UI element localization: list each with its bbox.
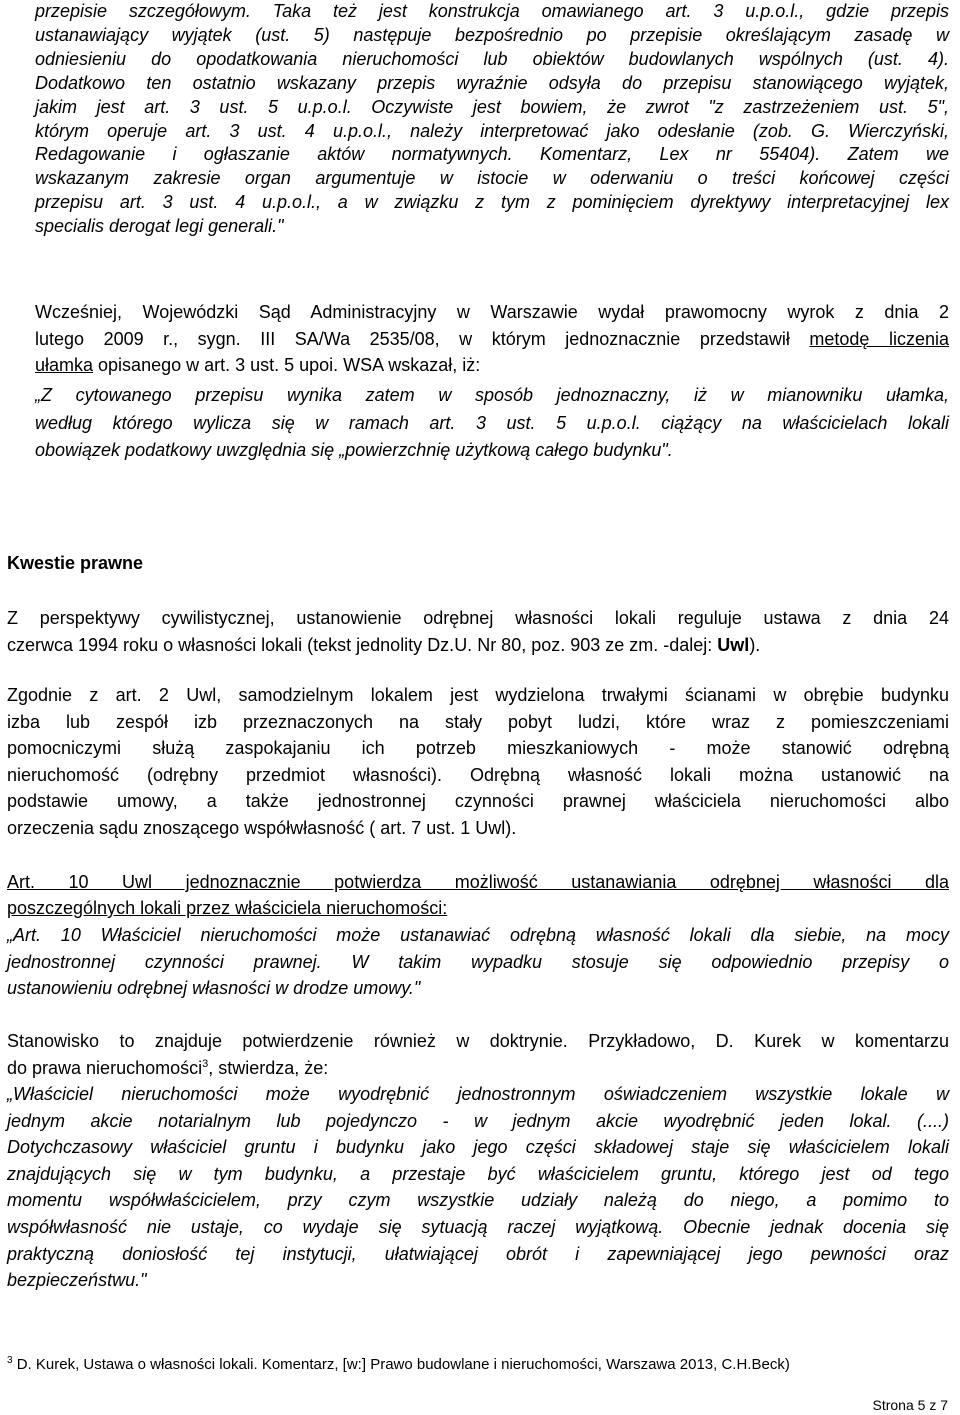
- text-line: specialis derogat legi generali.": [35, 216, 284, 237]
- doctrine-quote: [7, 1081, 949, 1294]
- text-line: którym operuje art. 3 ust. 4 u.p.o.l., należy interpretować jako odesłanie (zob. G. Wierczyński,: [35, 120, 949, 141]
- underlined-phrase: metodę liczenia: [809, 328, 949, 349]
- text-line: do prawa nieruchomości$^3$, stwierdza, że:: [7, 1057, 329, 1078]
- text-line: obowiązek podatkowy uwzględnia się „powierzchnię użytkową całego budynku".: [35, 440, 673, 460]
- paragraph-ustawa: [7, 605, 949, 658]
- wsa-quote: [35, 382, 949, 465]
- text-line: Zgodnie z art. 2 Uwl, samodzielnym lokalem jest wydzielona trwałymi ścianami w obrębie budynku: [7, 685, 949, 705]
- text-line: Art. 10 Uwl jednoznacznie potwierdza możliwość ustanawiania odrębnej własności dla: [7, 872, 949, 892]
- text-line: „Z cytowanego przepisu wynika zatem w sposób jednoznaczny, iż w mianowniku ułamka,: [35, 385, 949, 405]
- text-line: poszczególnych lokali przez właściciela nieruchomości:: [7, 898, 448, 918]
- text-line: podstawie umowy, a także jednostronnej czynności prawnej właściciela nieruchomości albo: [7, 791, 949, 812]
- abbreviation: Uwl: [717, 634, 750, 655]
- text-line: lutego 2009 r., sygn. III SA/Wa 2535/08, w którym jednoznacznie przedstawił metodę liczenia: [35, 328, 949, 349]
- text-line: przepisie szczegółowym. Taka też jest konstrukcja omawianego art. 3 u.p.o.l., gdzie przepis: [35, 1, 949, 21]
- text-line: jednostronnej czynności prawnej. W takim wypadku stosuje się odpowiednio przepisy o: [7, 951, 949, 972]
- text-line: Dodatkowo ten ostatnio wskazany przepis wyraźnie odsyła do przepisu stanowiącego wyjątek,: [35, 72, 949, 93]
- text-line: Dotychczasowy właściciel gruntu i budynku jako jego części składowej staje się właścicielem lokali: [7, 1137, 949, 1158]
- wsa-paragraph: [35, 299, 949, 379]
- text-line: izba lub zespół izb przeznaczonych na stały pobyt ludzi, które wraz z pomieszczeniami: [7, 711, 949, 732]
- text-line: bezpieczeństwu.": [7, 1270, 147, 1291]
- text-line: Stanowisko to znajduje potwierdzenie również w doktrynie. Przykładowo, D. Kurek w komentarzu: [7, 1031, 949, 1051]
- text-line: ułamka opisanego w art. 3 ust. 5 upoi. WSA wskazał, iż:: [35, 355, 481, 376]
- footnote-number: 3: [7, 1355, 13, 1366]
- text-line: ustanawiający wyjątek (ust. 5) następuje bezpośrednio po przepisie określającym zasadę w: [35, 24, 949, 45]
- text-line: jednym akcie notarialnym lub pojedynczo - w jednym akcie wyodrębnić jeden lokal. (....): [7, 1110, 949, 1131]
- paragraph-doctrine: [7, 1028, 949, 1081]
- text-line: wskazanym zakresie organ argumentuje w istocie w oderwaniu o treści końcowej części: [35, 168, 949, 189]
- text-line: nieruchomość (odrębny przedmiot własności). Odrębną własność lokali można ustanowić na: [7, 764, 949, 785]
- paragraph-art2: [7, 682, 949, 842]
- section-heading: Kwestie prawne: [7, 553, 144, 573]
- text-line: Wcześniej, Wojewódzki Sąd Administracyjny w Warszawie wydał prawomocny wyrok z dnia 2: [35, 302, 949, 322]
- underlined-phrase: ułamka: [35, 355, 94, 376]
- text-line: czerwca 1994 roku o własności lokali (tekst jednolity Dz.U. Nr 80, poz. 903 ze zm. -dalej: Uwl).: [7, 634, 761, 655]
- text-line: momentu współwłaścicielem, przy czym wszystkie udziały należą do niego, a pomimo to: [7, 1190, 949, 1211]
- text-line: praktyczną doniosłość tej instytucji, ułatwiającej obrót i zapewniającej jego pewności oraz: [7, 1243, 949, 1264]
- text-line: znajdujących się w tym budynku, a przestaje być właścicielem gruntu, którego jest od tego: [7, 1163, 949, 1184]
- text-line: ustanowieniu odrębnej własności w drodze umowy.": [7, 978, 421, 998]
- text-line: „Właściciel nieruchomości może wyodrębnić jednostronnym oświadczeniem wszystkie lokale w: [7, 1084, 949, 1104]
- text-line: przepisu art. 3 ust. 4 u.p.o.l., a w związku z tym z pominięciem dyrektywy interpretacyjnej lex: [35, 192, 949, 213]
- footnote-marker: 3: [202, 1057, 209, 1070]
- paragraph-art10: [7, 869, 949, 921]
- text-line: według którego wylicza się w ramach art. 3 ust. 5 u.p.o.l. ciążący na właścicielach lokali: [35, 412, 949, 433]
- text-line: odniesieniu do opodatkowania nieruchomości lub obiektów budowlanych wspólnych (ust. 4).: [35, 48, 949, 69]
- page-number: Strona 5 z 7: [872, 1397, 948, 1413]
- text-line: orzeczenia sądu znoszącego współwłasność ( art. 7 ust. 1 Uwl).: [7, 817, 517, 838]
- text-line: pomocniczymi służą zaspokajaniu ich potrzeb mieszkaniowych - może stanowić odrębną: [7, 738, 949, 759]
- text-line: jakim jest art. 3 ust. 5 u.p.o.l. Oczywiste jest bowiem, że zwrot "z zastrzeżeniem ust. 5",: [35, 96, 949, 117]
- text-line: współwłasność nie ustaje, co wydaje się sytuacją raczej wyjątkową. Obecnie jednak docenia się: [7, 1216, 949, 1237]
- text-line: „Art. 10 Właściciel nieruchomości może ustanawiać odrębną własność lokali dla siebie, na mocy: [7, 925, 949, 945]
- text-line: Z perspektywy cywilistycznej, ustanowienie odrębnej własności lokali reguluje ustawa z dnia 24: [7, 608, 949, 628]
- footnote: $^3$ D. Kurek, Ustawa o własności lokali. Komentarz, [w:] Prawo budowlane i nieruchomości, Warszawa 2013, C.H.Beck): [7, 1355, 790, 1373]
- quote-continuation: [35, 0, 949, 239]
- art10-quote: [7, 922, 949, 1002]
- text-line: Redagowanie i ogłaszanie aktów normatywnych. Komentarz, Lex nr 55404). Zatem we: [35, 144, 949, 165]
